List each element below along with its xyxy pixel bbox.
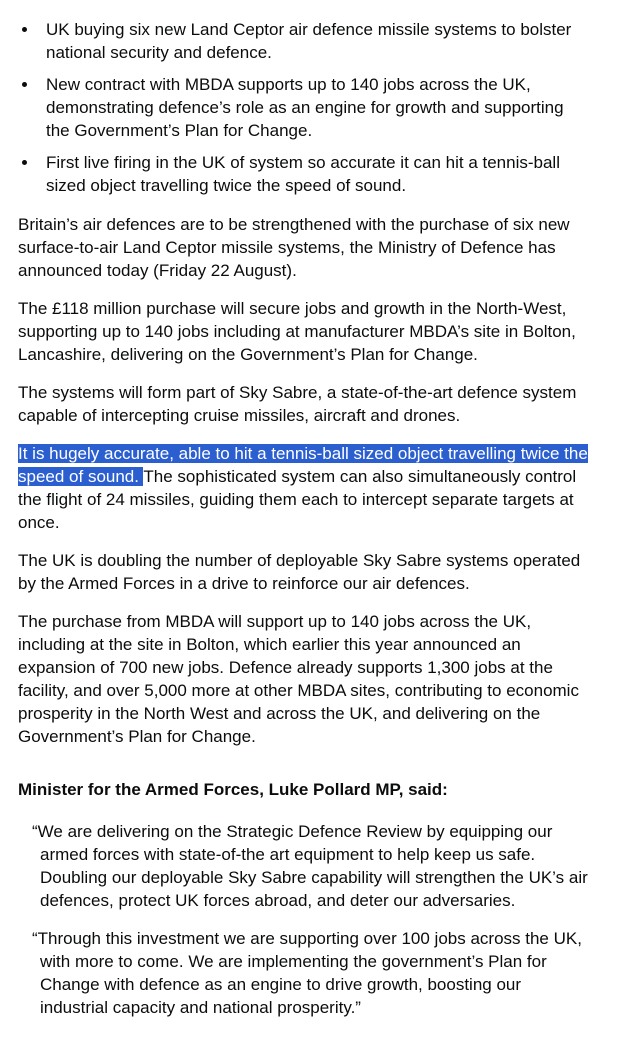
paragraph-with-selection: [18, 442, 591, 534]
quote-attribution-heading: Minister for the Armed Forces, Luke Pollard MP, said:: [18, 780, 448, 799]
selected-text-highlight: It is hugely accurate, able to hit a tennis-ball sized object travelling twice the speed of sound.: [18, 444, 588, 486]
quote-paragraph: “We are delivering on the Strategic Defence Review by equipping our armed forces with state-of-the art equipment to help keep us safe. Doubling our deployable Sky Sabre capability will strengthen the UK’s air defences, protect UK forces abroad, and deter our adversaries.: [32, 822, 588, 910]
bullet-item: • UK buying six new Land Ceptor air defence missile systems to bolster national security and defence.: [39, 18, 591, 64]
quote-block: [32, 820, 591, 1019]
paragraph: The UK is doubling the number of deployable Sky Sabre systems operated by the Armed Forces in a drive to reinforce our air defences.: [18, 551, 581, 593]
summary-bullet-list: [18, 18, 591, 197]
paragraph: Britain’s air defences are to be strengthened with the purchase of six new surface-to-air Land Ceptor missile systems, the Ministry of Defence has announced today (Friday 22 August).: [18, 215, 570, 280]
paragraph: The systems will form part of Sky Sabre, a state-of-the-art defence system capable of intercepting cruise missiles, aircraft and drones.: [18, 383, 577, 425]
paragraph: The £118 million purchase will secure jobs and growth in the North-West, supporting up to 140 jobs including at manufacturer MBDA’s site in Bolton, Lancashire, delivering on the Government’s Plan for Change.: [18, 299, 576, 364]
paragraph-rest: The sophisticated system can also simultaneously control the flight of 24 missiles, guiding them each to intercept separate targets at once.: [18, 467, 577, 532]
bullet-item: • New contract with MBDA supports up to 140 jobs across the UK, demonstrating defence’s role as an engine for growth and supporting the Government’s Plan for Change.: [39, 73, 591, 142]
bullet-item: • First live firing in the UK of system so accurate it can hit a tennis-ball sized object travelling twice the speed of sound.: [39, 151, 591, 197]
quote-paragraph: “Through this investment we are supporting over 100 jobs across the UK, with more to come. We are implementing the government’s Plan for Change with defence as an engine to drive growth, boosting our industrial capacity and national prosperity.”: [32, 929, 582, 1017]
paragraph: The purchase from MBDA will support up to 140 jobs across the UK, including at the site in Bolton, which earlier this year announced an expansion of 700 new jobs. Defence already supports 1,300 jobs at the facility, and over 5,000 more at other MBDA sites, contributing to economic prosperity in the North West and across the UK, and delivering on the Government’s Plan for Change.: [18, 612, 579, 746]
